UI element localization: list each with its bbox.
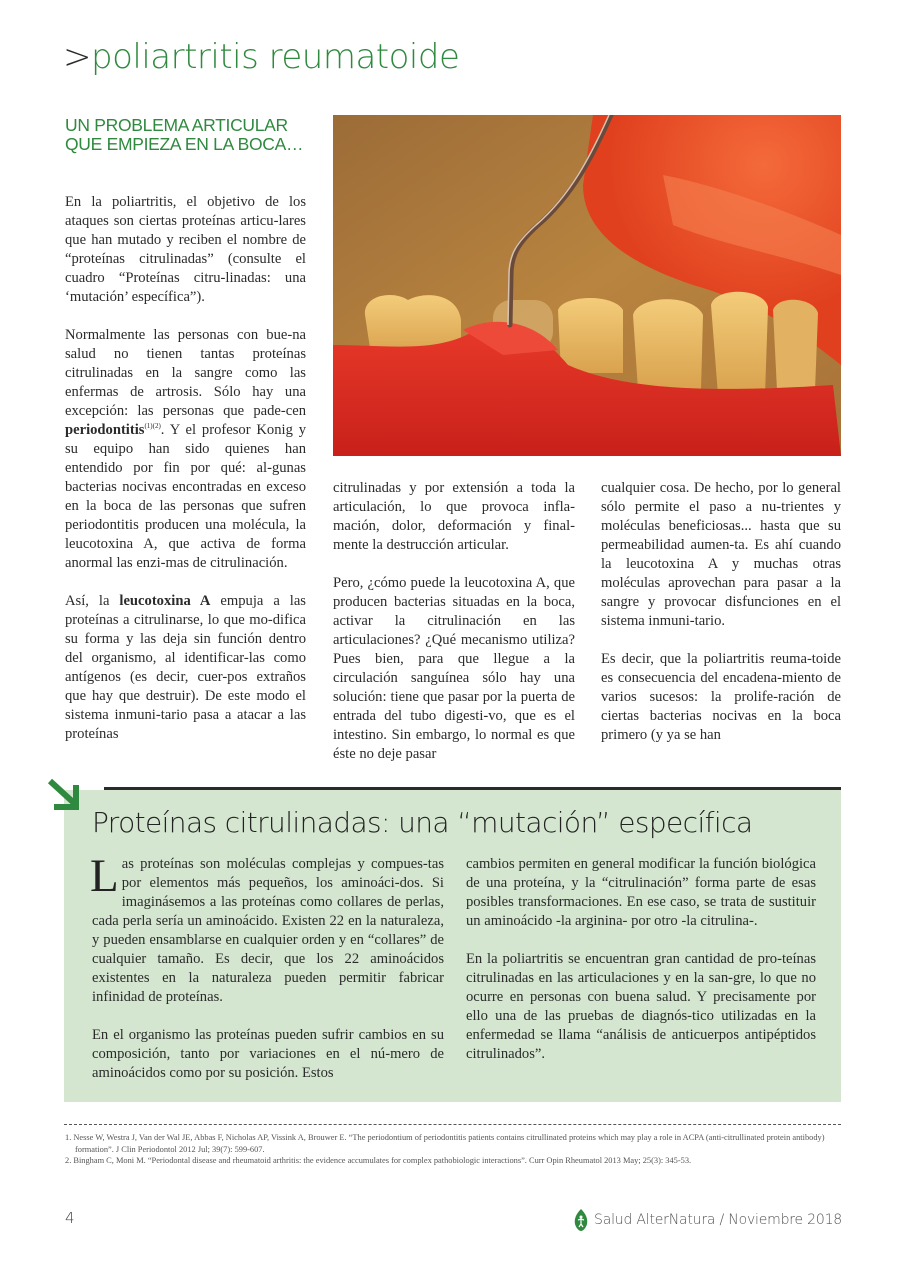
- article-column-3: [601, 479, 841, 745]
- section-marker: >: [63, 37, 91, 77]
- paragraph: Pero, ¿cómo puede la leucotoxina A, que producen bacterias situadas en la boca, activar la citrulinación en las articulaciones? ¿Qué mecanismo utiliza? Pues bien, para que llegue a la circulación sanguínea sólo hay una solución: tiene que pasar por la puerta de entrada del tubo digesti-vo, que es el intestino. Sin embargo, lo normal es que éste no deje pasar: [333, 575, 575, 762]
- paragraph: [90, 850, 444, 1007]
- footer-brand: [574, 1209, 842, 1231]
- article-column-2: [333, 479, 575, 764]
- footnote-reference[interactable]: (1)(2): [144, 422, 161, 430]
- footnote-divider: [64, 1124, 841, 1125]
- paragraph: citrulinadas y por extensión a toda la articulación, lo que provoca infla-mación, dolor, deformación y final-mente la destrucción articular.: [333, 480, 575, 553]
- paragraph: En el organismo las proteínas pueden sufrir cambios en su composición, tanto por variaciones en el nú-mero de aminoácidos como por su posición. Estos: [92, 1027, 444, 1081]
- footnote-item: 1. Nesse W, Westra J, Van der Wal JE, Abbas F, Nicholas AP, Vissink A, Brouwer E. “The periodontium of periodontitis patients contains citrullinated proteins which may play a role in ACPA (anti-citrullinated protein antibody) formation”. J Clin Periodontol 2012 Jul; 39(7): 599-607.: [65, 1133, 825, 1154]
- bold-term-periodontitis: periodontitis: [65, 422, 145, 438]
- box-column-2: [466, 855, 816, 1064]
- footer-brand-text: Salud AlterNatura / Noviembre 2018: [594, 1212, 842, 1228]
- paragraph: Es decir, que la poliartritis reuma-toide es consecuencia del encadena-miento de varios sucesos: la prolife-ración de ciertas bacterias nocivas en la boca primero (y ya se han: [601, 651, 841, 743]
- arrow-down-right-icon: [46, 777, 86, 811]
- paragraph: cambios permiten en general modificar la función biológica de una proteína, y la “citrulinación” forma parte de esas posibles transformaciones. En ese caso, se trata de sustituir un aminoácido -la arginina- por otro -la citrulina-.: [466, 856, 816, 929]
- dental-photo-illustration: [333, 115, 841, 456]
- paragraph: En la poliartritis, el objetivo de los ataques son ciertas proteínas articu-lares que han mutado y reciben el nombre de “proteínas citrulinadas” (consulte el cuadro “Proteínas citru-linadas: una ‘mutación’ específica”).: [65, 194, 306, 305]
- text-run: Normalmente las personas con bue-na salud no tienen tantas proteínas citrulinadas en la sangre como las enfermas de artrosis. Sólo hay una excepción: las personas que pade-cen: [65, 327, 306, 419]
- section-title-text: poliartritis reumatoide: [91, 37, 460, 77]
- text-run: empuja a las proteínas a citrulinarse, lo que mo-difica su forma y las deja sin función dentro del organismo, al identificar-las como antígenos (es decir, cuer-pos extraños que hay que destruir). De este modo el sistema inmuni-tario pasa a atacar a las proteínas: [65, 593, 306, 742]
- text-run: Así, la: [65, 593, 120, 609]
- text-run: as proteínas son moléculas complejas y compues-tas por elementos más pequeños, los aminoáci-dos. Si imaginásemos a las proteínas como collares de perlas, cada perla sería un aminoácido. Existen 22 en la naturaleza, y pueden ensamblarse en cualquier orden y en “collares” de cualquier tamaño. Es decir, que los 22 aminoácidos existentes en la naturaleza pueden permitir fabricar infinidad de proteínas.: [92, 856, 444, 1005]
- paragraph: [65, 326, 306, 573]
- paragraph: [65, 592, 306, 744]
- article-subhead: UN PROBLEMA ARTICULAR QUE EMPIEZA EN LA BOCA…: [65, 115, 304, 154]
- article-photo: [333, 115, 841, 456]
- footnotes-list: [65, 1132, 843, 1167]
- footnote-item: 2. Bingham C, Moni M. “Periodontal disease and rheumatoid arthritis: the evidence accumulates for complex pathobiologic interactions”. Curr Opin Rheumatol 2013 May; 25(3): 345-53.: [65, 1156, 692, 1165]
- page-number: 4: [65, 1209, 75, 1227]
- box-top-rule: [104, 787, 841, 790]
- drop-cap: L: [90, 850, 119, 902]
- text-run: . Y el profesor Konig y su equipo han sido quienes han entendido por fin por qué: al-gunas bacterias nocivas encontradas en exceso en la boca de las personas que sufren periodontitis producen una molécula, la leucotoxina A, que activa de forma anormal las enzi-mas de citrulinación.: [65, 422, 306, 571]
- paragraph: cualquier cosa. De hecho, por lo general sólo permite el paso a nu-trientes y moléculas beneficiosas... hasta que su permeabilidad aumen-ta. Es ahí cuando la leucotoxina A y muchas otras moléculas aprovechan para pasar a la sangre y provocar disfunciones en el sistema inmuni-tario.: [601, 480, 841, 629]
- paragraph: En la poliartritis se encuentran gran cantidad de pro-teínas citrulinadas en las articulaciones y en la san-gre, lo que no ocurre en personas con buena salud. Y precisamente por ello una de las pruebas de diagnós-tico utilizadas en la enfermedad se llama “análisis de anticuerpos antipéptidos citrulinados”.: [466, 951, 816, 1062]
- bold-term-leucotoxina: leucotoxina A: [119, 593, 211, 609]
- box-column-1: [90, 850, 444, 1083]
- leaf-logo-icon: [574, 1209, 588, 1231]
- section-title: [63, 37, 460, 77]
- article-column-1: [65, 193, 306, 744]
- box-title: Proteínas citrulinadas: una “mutación” específica: [92, 806, 753, 839]
